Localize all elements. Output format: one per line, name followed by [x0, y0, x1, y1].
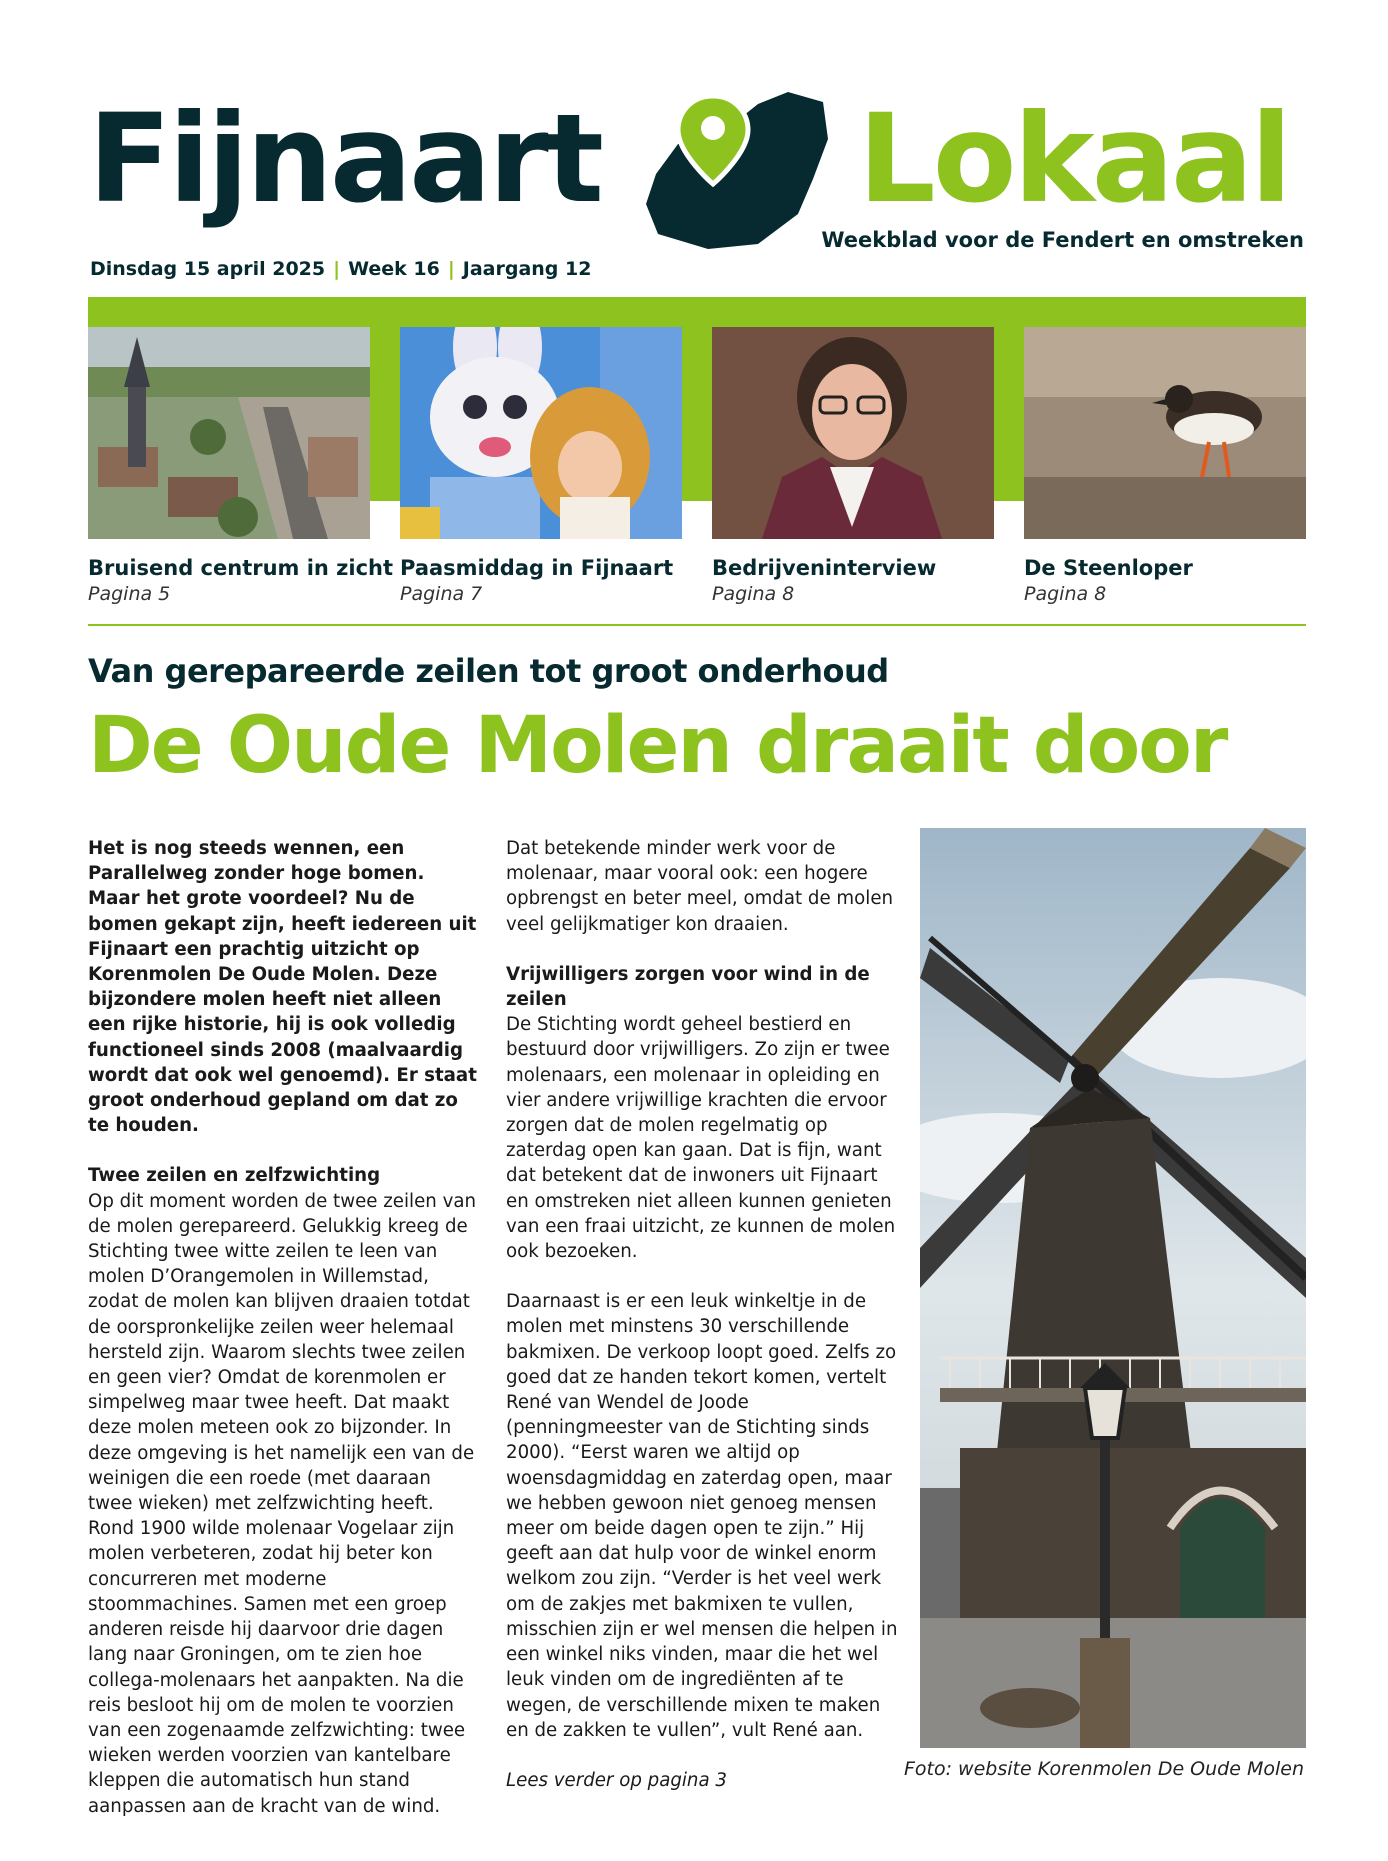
- article-column-1: [88, 836, 480, 1844]
- issue-volume: Jaargang 12: [462, 258, 592, 280]
- subheading-zeilen: Twee zeilen en zelfzwichting: [88, 1165, 381, 1187]
- issue-date: Dinsdag 15 april 2025: [90, 258, 326, 280]
- masthead-title-right: Lokaal: [858, 88, 1290, 230]
- masthead-tagline: Weekblad voor de Fendert en omstreken: [821, 228, 1304, 252]
- teaser-page-2: Pagina 7: [400, 583, 483, 605]
- teaser-title-4[interactable]: De Steenloper: [1024, 556, 1193, 580]
- article-body-3: De Stichting wordt geheel bestierd en bestuurd door vrijwilligers. Zo zijn er twee molenaars, een molenaar in opleiding en vier andere vrijwillige krachten die ervoor zorgen dat de molen regelmatig op zaterdag open kan gaan. Dat is fijn, want dat betekent dat de inwoners uit Fijnaart en omstreken niet alleen kunnen genieten van een fraai uitzicht, ze kunnen de molen ook bezoeken.: [506, 1014, 896, 1263]
- section-divider: [88, 624, 1306, 626]
- issue-week: Week 16: [348, 258, 440, 280]
- easter-bunny-child-image: [400, 327, 682, 539]
- teaser-image-4[interactable]: [1024, 327, 1306, 539]
- article-body-4: Daarnaast is er een leuk winkeltje in de molen met minstens 30 verschillende bakmixen. De verkoop loopt goed. Zelfs zo goed dat ze handen tekort komen, vertelt René van Wendel de Joode (penningmeester van de Stichting sinds 2000). “Eerst waren we altijd op woensdagmiddag en zaterdag open, maar we hebben gewoon niet genoeg mensen meer om beide dagen open te zijn.” Hij geeft aan dat hulp voor de winkel enorm welkom zou zijn. “Verder is het veel werk om de zakjes met bakmixen te vullen, misschien zijn er wel mensen die helpen in een winkel niks vinden, maar die het wel leuk vinden om de ingrediënten af te wegen, de verschillende mixen te maken en de zakken te vullen”, vult René aan.: [506, 1291, 898, 1741]
- teaser-image-2[interactable]: [400, 327, 682, 539]
- article-body-2: Dat betekende minder werk voor de molenaar, maar vooral ook: een hogere opbrengst en beter meel, omdat de molen veel gelijkmatiger kon draaien.: [506, 838, 894, 935]
- portrait-woman-image: [712, 327, 994, 539]
- subheading-vrijwilligers: Vrijwilligers zorgen voor wind in de zeilen: [506, 963, 870, 1011]
- continued-link[interactable]: Lees verder op pagina 3: [506, 1769, 727, 1791]
- article-column-2: [506, 836, 898, 1818]
- turnstone-bird-image: [1024, 327, 1306, 539]
- article-headline: De Oude Molen draait door: [88, 701, 1227, 791]
- teaser-image-1[interactable]: [88, 327, 370, 539]
- article-body-1: Op dit moment worden de twee zeilen van de molen gerepareerd. Gelukkig kreeg de Stichting twee witte zeilen te leen van molen D’Orangemolen in Willemstad, zodat de molen kan blijven draaien totdat de oorspronkelijke zeilen weer helemaal hersteld zijn. Waarom slechts twee zeilen en geen vier? Omdat de korenmolen er simpelweg maar twee heeft. Dat maakt deze molen meteen ook zo bijzonder. In deze omgeving is het namelijk een van de weinigen die een roede (met daaraan twee wieken) met zelfzwichting heeft. Rond 1900 wilde molenaar Vogelaar zijn molen verbeteren, zodat hij beter kon concurreren met moderne stoommachines. Samen met een groep anderen reisde hij daarvoor drie dagen lang naar Groningen, om te zien hoe collega-molenaars het aanpakten. Na die reis besloot hij om de molen te voorzien van een zogenaamde zelfzwichting: twee wieken werden voorzien van kantelbare kleppen die automatisch hun stand aanpassen aan de kracht van de wind.: [88, 1190, 477, 1817]
- masthead-title-left: Fijnaart: [88, 88, 601, 230]
- teaser-image-3[interactable]: [712, 327, 994, 539]
- teaser-title-1[interactable]: Bruisend centrum in zicht: [88, 556, 394, 580]
- teaser-title-2[interactable]: Paasmiddag in Fijnaart: [400, 556, 674, 580]
- windmill-photo: [920, 828, 1306, 1748]
- aerial-village-church-image: [88, 327, 370, 539]
- teaser-page-4: Pagina 8: [1024, 583, 1107, 605]
- article-kicker: Van gerepareerde zeilen tot groot onderhoud: [88, 652, 889, 690]
- teaser-title-3[interactable]: Bedrijveninterview: [712, 556, 937, 580]
- dateline: Dinsdag 15 april 2025 | Week 16 | Jaargang 12: [90, 258, 592, 280]
- teaser-page-3: Pagina 8: [712, 583, 795, 605]
- masthead-green-bar: [88, 297, 1306, 323]
- article-lead: Het is nog steeds wennen, een Parallelweg zonder hoge bomen. Maar het grote voordeel? Nu de bomen gekapt zijn, heeft iedereen uit Fijnaart een prachtig uitzicht op Korenmolen De Oude Molen. Deze bijzondere molen heeft niet alleen een rijke historie, hij is ook volledig functioneel sinds 2008 (maalvaardig wordt dat ook wel genoemd). Er staat groot onderhoud gepland om dat zo te houden.: [88, 838, 477, 1137]
- photo-caption: Foto: website Korenmolen De Oude Molen: [903, 1758, 1304, 1780]
- teaser-page-1: Pagina 5: [88, 583, 171, 605]
- map-pin-region-icon: [638, 84, 838, 254]
